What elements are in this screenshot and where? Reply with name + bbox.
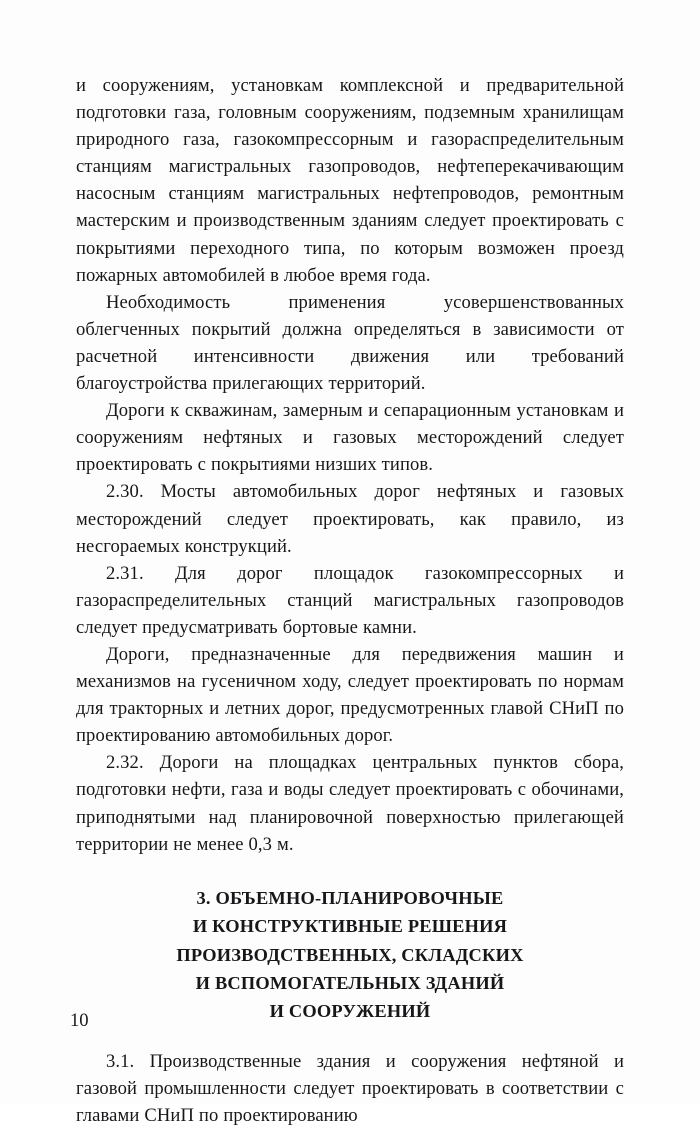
section-heading-line-5: И СООРУЖЕНИЙ — [269, 1001, 431, 1022]
page-number: 10 — [70, 1010, 89, 1031]
section-heading-line-1: 3. ОБЪЕМНО-ПЛАНИРОВОЧНЫЕ — [196, 887, 504, 908]
section-heading-text — [76, 884, 624, 1026]
paragraph-clause-2-31: 2.31. Для дорог площадок газокомпрессорных и газораспределительных станций магистральных газопроводов следует предусматривать бортовые камни. — [76, 562, 624, 638]
text-column — [76, 72, 624, 1129]
paragraph-6: Дороги, предназначенные для передвижения машин и механизмов на гусеничном ходу, следует проектировать по нормам для тракторных и летних дорог, предусмотренных главой СНиП по проектированию автомобильных дорог. — [76, 643, 624, 747]
section-heading-line-3: ПРОИЗВОДСТВЕННЫХ, СКЛАДСКИХ — [176, 944, 524, 965]
paragraph-3: Дороги к скважинам, замерным и сепарационным установкам и сооружениям нефтяных и газовых месторождений следует проектировать с покрытиями низших типов. — [76, 400, 624, 476]
paragraph-clause-3-1: 3.1. Производственные здания и сооружения нефтяной и газовой промышленности следует проектировать в соответствии с главами СНиП по проектированию — [76, 1050, 624, 1126]
section-heading-line-2: И КОНСТРУКТИВНЫЕ РЕШЕНИЯ — [192, 916, 508, 937]
paragraph-2: Необходимость применения усовершенствованных облегченных покрытий должна определяться в зависимости от расчетной интенсивности движения или требований благоустройства прилегающих территорий. — [76, 291, 624, 395]
section-heading-line-4: И ВСПОМОГАТЕЛЬНЫХ ЗДАНИЙ — [195, 972, 505, 993]
paragraph-clause-2-30: 2.30. Мосты автомобильных дорог нефтяных и газовых месторождений следует проектировать, как правило, из несгораемых конструкций. — [76, 481, 624, 557]
paragraph-clause-2-32: 2.32. Дороги на площадках центральных пунктов сбора, подготовки нефти, газа и воды следует проектировать с обочинами, приподнятыми над планировочной поверхностью прилегающей территории не менее 0,3 м. — [76, 752, 624, 855]
paragraph-1: и сооружениям, установкам комплексной и предварительной подготовки газа, головным сооружениям, подземным хранилищам природного газа, газокомпрессорным и газораспределительным станциям магистральных газопроводов, нефтеперекачивающим насосным станциям магистральных нефтепроводов, ремонтным мастерским и производственным зданиям следует проектировать с покрытиями переходного типа, по которым возможен проезд пожарных автомобилей в любое время года. — [76, 75, 624, 286]
section-heading — [76, 884, 624, 1026]
